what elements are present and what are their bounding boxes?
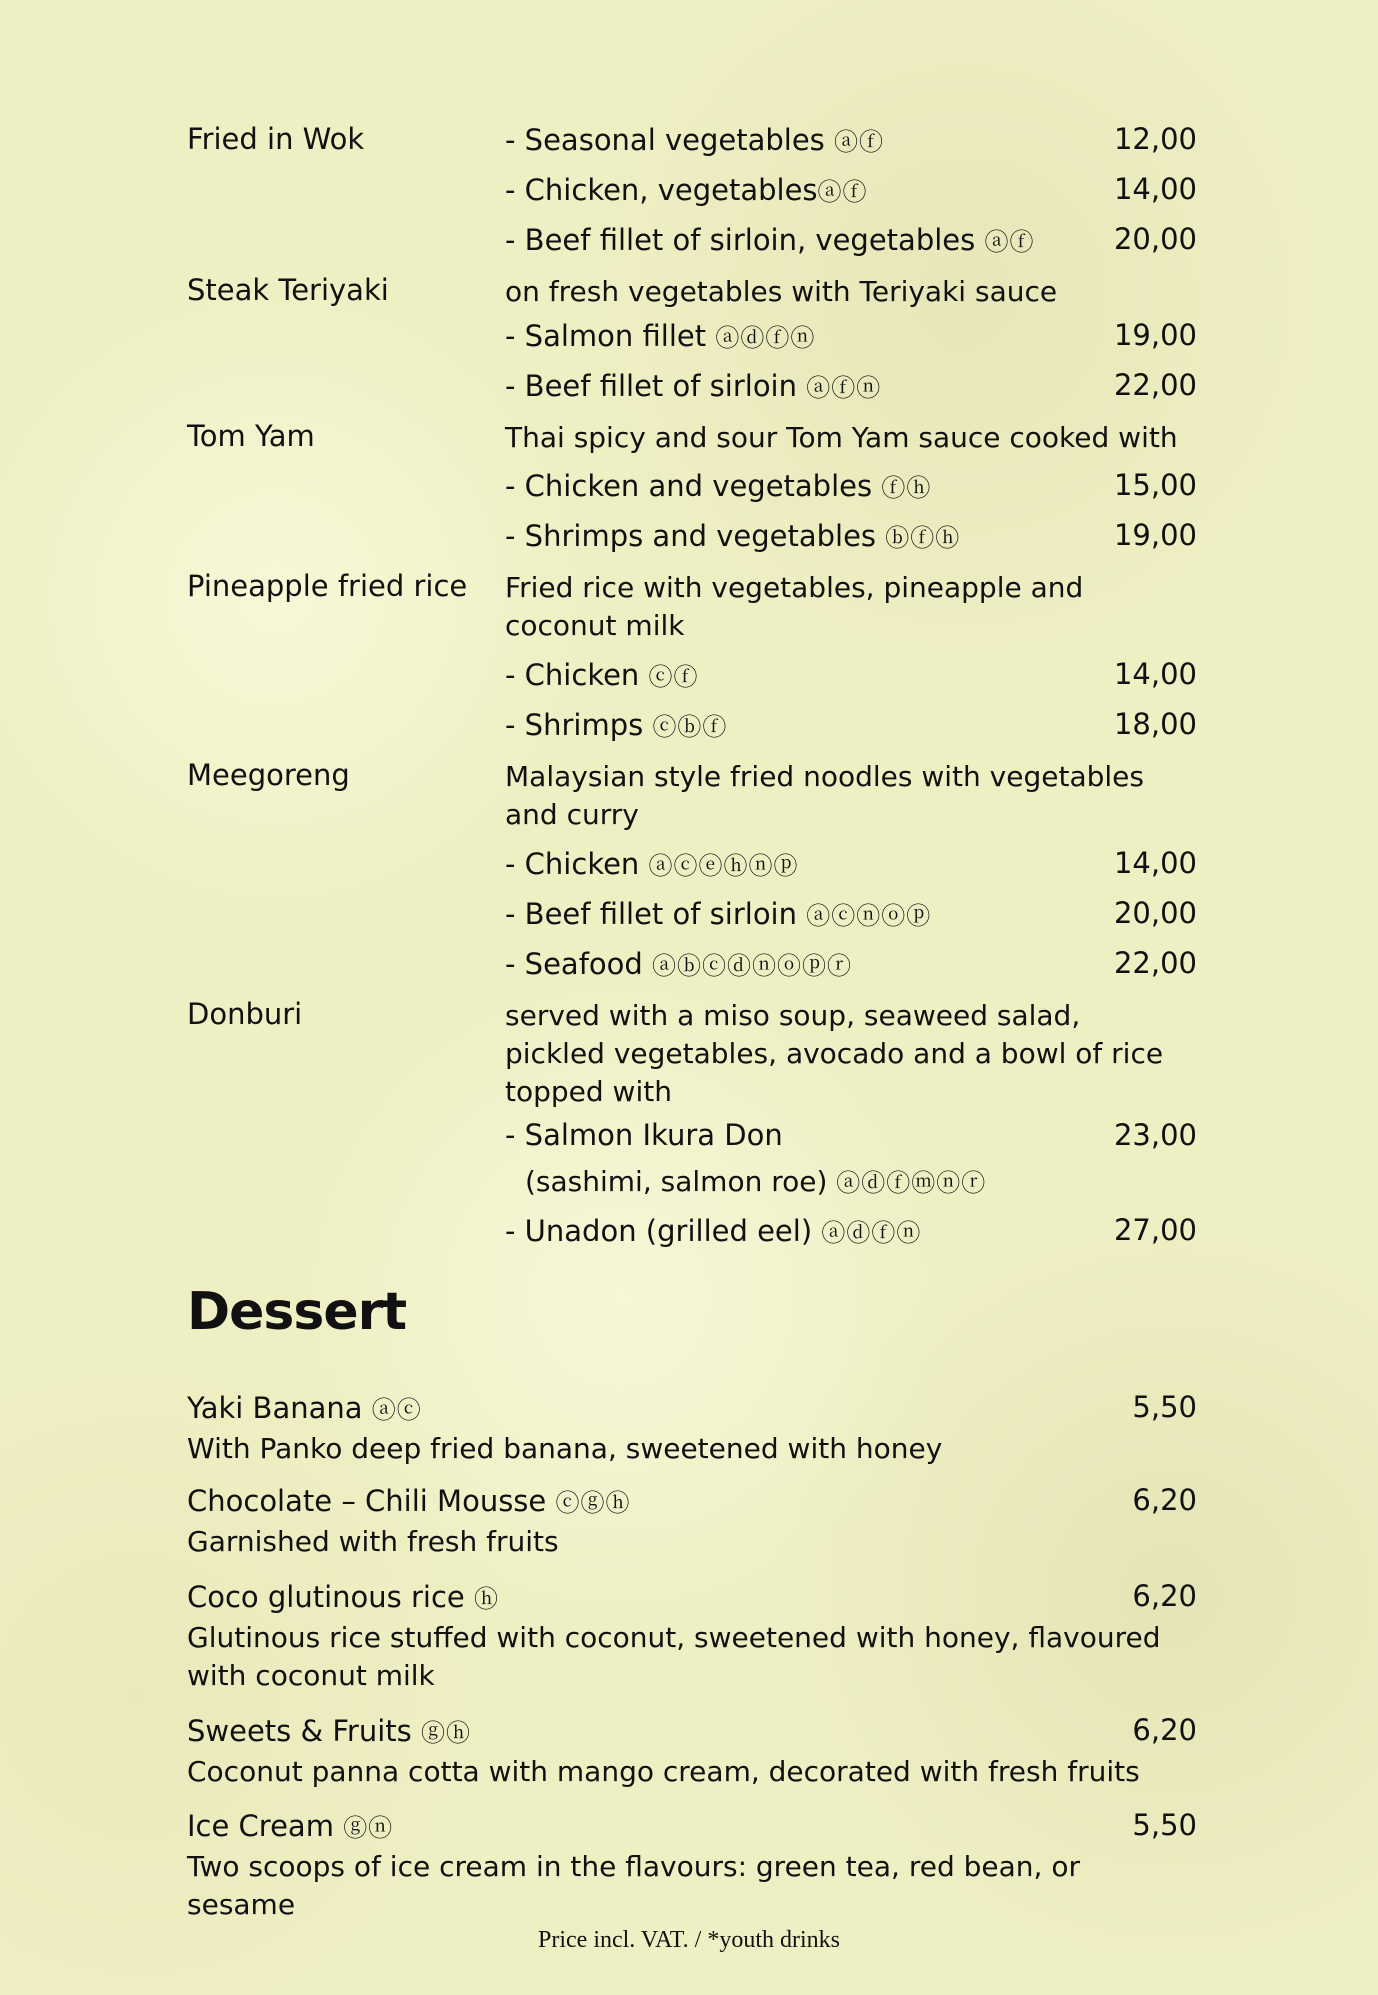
dish-price: 22,00 [1113, 946, 1197, 980]
dessert-description: Glutinous rice stuffed with coconut, sweetened with honey, flavoured with coconut milk [187, 1621, 1161, 1692]
dish-name: - Seafood ⓐⓑⓒⓓⓝⓞⓟⓡ [505, 947, 853, 981]
dessert-description: Coconut panna cotta with mango cream, decorated with fresh fruits [187, 1755, 1140, 1788]
menu-line [187, 657, 1197, 697]
allergen-codes: ⓕⓗ [881, 474, 932, 502]
menu-line [187, 569, 1197, 642]
allergen-codes: ⓑⓕⓗ [885, 524, 961, 552]
dessert-description: With Panko deep fried banana, sweetened with honey [187, 1432, 943, 1465]
dish-name: - Beef fillet of sirloin ⓐⓒⓝⓞⓟ [505, 897, 932, 931]
dessert-name: Sweets & Fruits ⓖⓗ [187, 1714, 471, 1748]
menu-line [187, 273, 1197, 313]
allergen-codes: ⓖⓗ [420, 1719, 471, 1747]
category-name: Tom Yam [187, 419, 315, 453]
menu-line [187, 222, 1197, 262]
dish-description: Thai spicy and sour Tom Yam sauce cooked with [505, 421, 1178, 454]
allergen-codes: ⓐⓕ [817, 178, 868, 206]
dish-name: - Salmon Ikura Don [505, 1118, 783, 1152]
dish-name: - Shrimps ⓒⓑⓕ [505, 708, 728, 742]
dish-name: - Chicken ⓐⓒⓔⓗⓝⓟ [505, 847, 799, 881]
dish-price: 22,00 [1113, 368, 1197, 402]
dessert-name: Yaki Banana ⓐⓒ [187, 1391, 422, 1425]
allergen-codes: ⓖⓝ [343, 1814, 394, 1842]
dish-name: - Beef fillet of sirloin, vegetables ⓐⓕ [505, 223, 1035, 257]
category-name: Donburi [187, 997, 303, 1031]
menu-line [187, 896, 1197, 936]
category-name: Steak Teriyaki [187, 273, 389, 307]
allergen-codes: ⓐⓒⓔⓗⓝⓟ [648, 852, 799, 880]
dish-description: served with a miso soup, seaweed salad, pickled vegetables, avocado and a bowl of rice topped with [505, 999, 1164, 1108]
category-name: Fried in Wok [187, 122, 365, 156]
dish-description: on fresh vegetables with Teriyaki sauce [505, 275, 1058, 308]
dish-price: 14,00 [1113, 172, 1197, 206]
menu-line [187, 368, 1197, 408]
dessert-price: 6,20 [1132, 1579, 1197, 1613]
allergen-codes: ⓐⓓⓕⓜⓝⓡ [836, 1169, 987, 1197]
dish-price: 14,00 [1113, 657, 1197, 691]
dish-name: - Chicken ⓒⓕ [505, 658, 699, 692]
allergen-codes: ⓗ [473, 1585, 499, 1613]
dish-price: 18,00 [1113, 707, 1197, 741]
dish-description: Malaysian style fried noodles with vegetables and curry [505, 760, 1144, 831]
dish-price: 23,00 [1113, 1118, 1197, 1152]
menu-line [187, 946, 1197, 986]
dish-name: - Chicken and vegetables ⓕⓗ [505, 469, 932, 503]
menu-line [187, 468, 1197, 508]
menu-line [187, 997, 1197, 1108]
dessert-name: Chocolate – Chili Mousse ⓒⓖⓗ [187, 1484, 631, 1518]
allergen-codes: ⓒⓑⓕ [652, 713, 728, 741]
dish-price: 12,00 [1113, 122, 1197, 156]
dessert-heading: Dessert [187, 1282, 407, 1342]
dish-price: 14,00 [1113, 846, 1197, 880]
menu-line [187, 518, 1197, 558]
category-name: Meegoreng [187, 758, 350, 792]
dish-price: 27,00 [1113, 1213, 1197, 1247]
allergen-codes: ⓒⓕ [648, 663, 699, 691]
allergen-codes: ⓐⓒⓝⓞⓟ [806, 902, 932, 930]
allergen-codes: ⓐⓓⓕⓝ [821, 1219, 922, 1247]
dish-price: 20,00 [1113, 222, 1197, 256]
allergen-codes: ⓐⓓⓕⓝ [715, 324, 816, 352]
dessert-name: Coco glutinous rice ⓗ [187, 1580, 499, 1614]
dessert-price: 6,20 [1132, 1483, 1197, 1517]
dish-price: 20,00 [1113, 896, 1197, 930]
dish-name: - Beef fillet of sirloin ⓐⓕⓝ [505, 369, 882, 403]
menu-line [187, 122, 1197, 162]
dessert-price: 6,20 [1132, 1713, 1197, 1747]
dish-name: - Chicken, vegetablesⓐⓕ [505, 173, 868, 207]
dish-name: - Salmon fillet ⓐⓓⓕⓝ [505, 319, 816, 353]
menu-line [187, 172, 1197, 212]
dish-name: - Seasonal vegetables ⓐⓕ [505, 123, 885, 157]
allergen-codes: ⓒⓖⓗ [555, 1489, 631, 1517]
dessert-price: 5,50 [1132, 1808, 1197, 1842]
allergen-codes: ⓐⓑⓒⓓⓝⓞⓟⓡ [652, 952, 853, 980]
dessert-description: Two scoops of ice cream in the flavours: green tea, red bean, or sesame [187, 1850, 1080, 1921]
menu-line [187, 318, 1197, 358]
dish-price: 15,00 [1113, 468, 1197, 502]
dessert-price: 5,50 [1132, 1390, 1197, 1424]
allergen-codes: ⓐⓕⓝ [806, 374, 882, 402]
menu-line [187, 419, 1197, 459]
menu-line [187, 846, 1197, 886]
dish-name: - Shrimps and vegetables ⓑⓕⓗ [505, 519, 961, 553]
dessert-description: Garnished with fresh fruits [187, 1525, 559, 1558]
allergen-codes: ⓐⓕ [834, 128, 885, 156]
dish-name: - Unadon (grilled eel) ⓐⓓⓕⓝ [505, 1214, 922, 1248]
menu-line [187, 1163, 1197, 1203]
menu-line [187, 1213, 1197, 1253]
menu-line [187, 1118, 1197, 1158]
dish-subtitle: (sashimi, salmon roe) ⓐⓓⓕⓜⓝⓡ [525, 1165, 987, 1198]
footer-note: Price incl. VAT. / *youth drinks [538, 1927, 840, 1953]
dessert-name: Ice Cream ⓖⓝ [187, 1809, 394, 1843]
dish-price: 19,00 [1113, 318, 1197, 352]
allergen-codes: ⓐⓒ [371, 1396, 422, 1424]
menu-line [187, 707, 1197, 747]
dish-price: 19,00 [1113, 518, 1197, 552]
allergen-codes: ⓐⓕ [984, 228, 1035, 256]
menu-line [187, 758, 1197, 831]
category-name: Pineapple fried rice [187, 569, 468, 603]
dish-description: Fried rice with vegetables, pineapple and coconut milk [505, 571, 1084, 642]
